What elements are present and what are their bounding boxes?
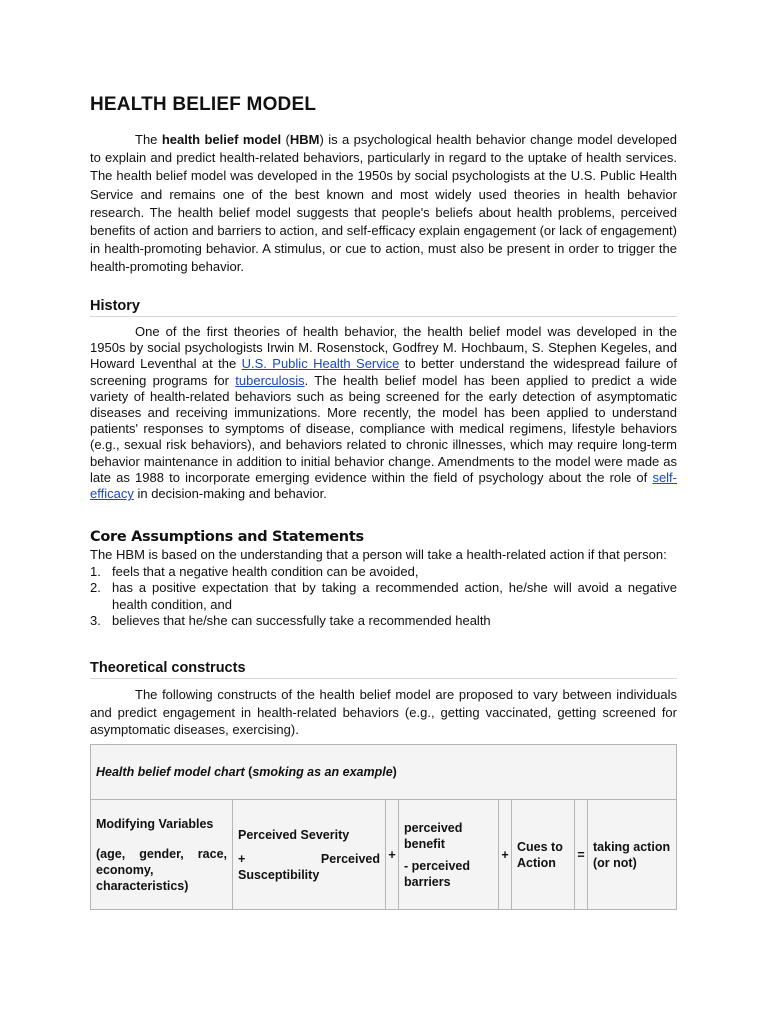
constructs-text: The following constructs of the health belief model are proposed to vary between individuals and predict engagement in health-related behaviors (e.g., getting vaccinated, getting screened for asymptomatic diseases, exercising). — [90, 687, 677, 737]
chart-operator-plus-1: + — [386, 800, 399, 910]
list-item-number: 1. — [90, 563, 101, 579]
perceived-susceptibility: Susceptibility — [238, 867, 320, 882]
history-text-2: to better understand the widespread failure of screening programs for — [90, 356, 677, 388]
chart-operator-plus-2: + — [499, 800, 512, 910]
chart-cell-modifying-variables — [91, 800, 233, 910]
intro-term: health belief model — [161, 132, 282, 147]
link-self-efficacy[interactable]: self-efficacy — [90, 469, 677, 502]
link-public-health-service[interactable]: U.S. Public Health Service — [241, 356, 400, 372]
core-intro: The HBM is based on the understanding that a person will take a health-related action if that person: — [90, 547, 667, 562]
list-item-number: 3. — [90, 613, 101, 628]
perceived-benefit: perceived benefit — [404, 820, 463, 851]
intro-paragraph — [90, 131, 677, 277]
chart-cell-perceived-severity — [233, 800, 386, 910]
chart-caption-example: smoking as an example — [252, 765, 393, 779]
intro-abbr: HBM — [289, 132, 320, 147]
link-tuberculosis[interactable]: tuberculosis — [235, 372, 305, 388]
chart-body-row — [91, 800, 677, 910]
chart-caption-paren: ( — [248, 765, 253, 779]
core-list — [90, 547, 677, 630]
list-item-text: has a positive expectation that by taking a recommended action, he/she will avoid a negative health condition, and — [112, 580, 677, 612]
list-item-text: feels that a negative health condition can be avoided, — [112, 563, 419, 579]
intro-abbr-close: ) — [319, 132, 324, 147]
core-heading: Core Assumptions and Statements — [90, 529, 364, 545]
list-item-number: 2. — [90, 580, 101, 595]
chart-cell-taking-action: taking action (or not) — [588, 800, 677, 910]
perceived-plus-line — [238, 851, 380, 867]
constructs-heading: Theoretical constructs — [90, 660, 677, 679]
chart-caption-row — [91, 745, 677, 800]
intro-abbr-open: ( — [285, 132, 290, 147]
perceived-barriers: - perceived barriers — [404, 858, 471, 889]
chart-caption — [91, 745, 677, 800]
history-text-3: . The health belief model has been applied to predict a wide variety of health-related behaviors such as being screened for the early detection of asymptomatic diseases and receiving immunizations. More recently, the model has been applied to understand patients' responses to symptoms of disease, compliance with medical regimens, lifestyle behaviors (e.g., sexual risk behaviors), and behaviors related to chronic illnesses, which may require long-term behavior maintenance in addition to initial behavior change. Amendments to the model were made as late as 1988 to incorporate emerging evidence within the field of psychology about the role of — [90, 372, 677, 485]
chart-operator-equals: = — [575, 800, 588, 910]
history-paragraph — [90, 324, 677, 502]
perceived-word: Perceived — [320, 851, 380, 866]
history-heading: History — [90, 298, 677, 317]
modifying-variables-title: Modifying Variables — [96, 816, 214, 831]
constructs-paragraph — [90, 686, 677, 739]
list-item-text: believes that he/she can successfully take a recommended health — [112, 613, 491, 628]
perceived-severity: Perceived Severity — [238, 827, 350, 842]
chart-cell-cues-to-action: Cues to Action — [512, 800, 575, 910]
modifying-variables-sub: (age, gender, race, economy, characteristics) — [96, 846, 227, 893]
chart-caption-paren: ) — [392, 765, 397, 779]
intro-text: is a psychological health behavior change model developed to explain and predict health-related behaviors, particularly in regard to the uptake of health services. The health belief model was developed in the 1950s by social psychologists at the U.S. Public Health Service and remains one of the best known and most widely used theories in health behavior research. The health belief model suggests that people's beliefs about health problems, perceived benefits of action and barriers to action, and self-efficacy explain engagement (or lack of engagement) in health-promoting behavior. A stimulus, or cue to action, must also be present in order to trigger the health-promoting behavior. — [90, 132, 677, 275]
intro-lead: The — [135, 132, 158, 147]
history-text-1: One of the first theories of health behavior, the health belief model was developed in the 1950s by social psychologists Irwin M. Rosenstock, Godfrey M. Hochbaum, S. Stephen Kegeles, and Howard Leventhal at the — [90, 324, 677, 372]
hbm-chart-table — [90, 744, 677, 910]
list-item — [90, 613, 677, 630]
list-item — [90, 580, 677, 613]
history-text-4: in decision-making and behavior. — [137, 486, 327, 502]
plus-sign: + — [238, 851, 246, 866]
chart-caption-main: Health belief model chart — [96, 765, 245, 779]
page-title: HEALTH BELIEF MODEL — [90, 94, 317, 115]
list-item — [90, 564, 677, 581]
chart-cell-benefit-barriers — [399, 800, 499, 910]
